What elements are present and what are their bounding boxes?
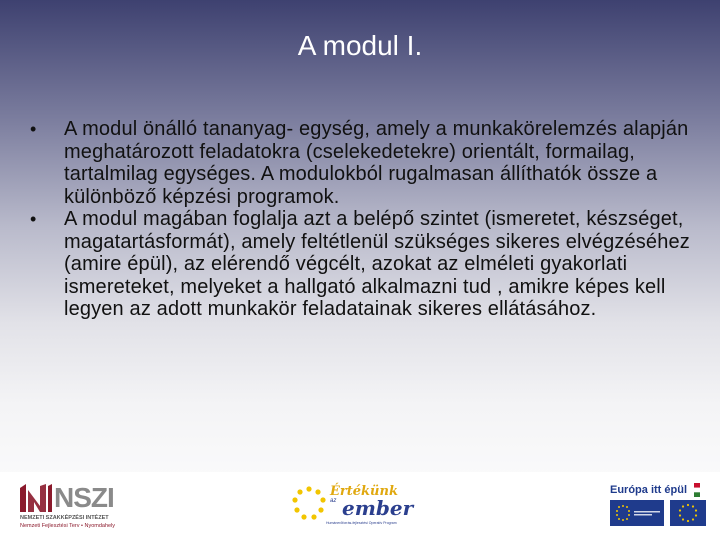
nszi-line1: NEMZETI SZAKKÉPZÉSI INTÉZET [20,515,109,521]
nszi-logo [20,482,145,532]
bullet-text: A modul önálló tananyag- egység, amely a munkakörelemzés alapján meghatározott feladatokra (cselekedetekre) orientált, formailag, tartalmilag egységes. A modulokból rugalmasan állíthatók össze a különböző képzési programok. [64,118,689,208]
bullet-item [30,118,690,208]
nszi-line2: Nemzeti Fejlesztési Terv • Nyomdahely [20,523,116,529]
bullet-list [30,118,690,321]
hungary-flag-icon [694,483,700,497]
bullet-dot: • [30,209,37,229]
ertek-word1: Értékünk [330,484,398,499]
eu-flag-icon [610,500,706,526]
nszi-mark-icon [20,484,52,512]
slide-title: A modul I. [297,30,423,61]
nszi-name: NSZI [54,482,114,513]
bullet-dot: • [30,119,37,139]
ertek-word3: ember [342,496,414,520]
eu-slogan: Európa itt épül [610,484,687,496]
ertekunk-logo [292,484,412,528]
footer-logos [0,472,720,540]
bullet-text: A modul magában foglalja azt a belépő szintet (ismeretet, készséget, magatartásformát), amely feltétlenül szükséges sikeres elvégzéséhez (amire épül), az elérendő végcélt, azokat az elméleti gyakorlati ismereteket, melyeket a hallgató alkalmazni tud , amikre képes kell legyen az adott munkakör feladatainak sikeres ellátásához. [64,208,690,320]
ertek-tagline: Humánerőforrás-fejlesztési Operatív Program [326,521,397,525]
bullet-item [30,208,690,321]
eu-logos [608,482,708,532]
ertek-word2: az [330,498,337,504]
star-ring-icon [292,486,326,520]
